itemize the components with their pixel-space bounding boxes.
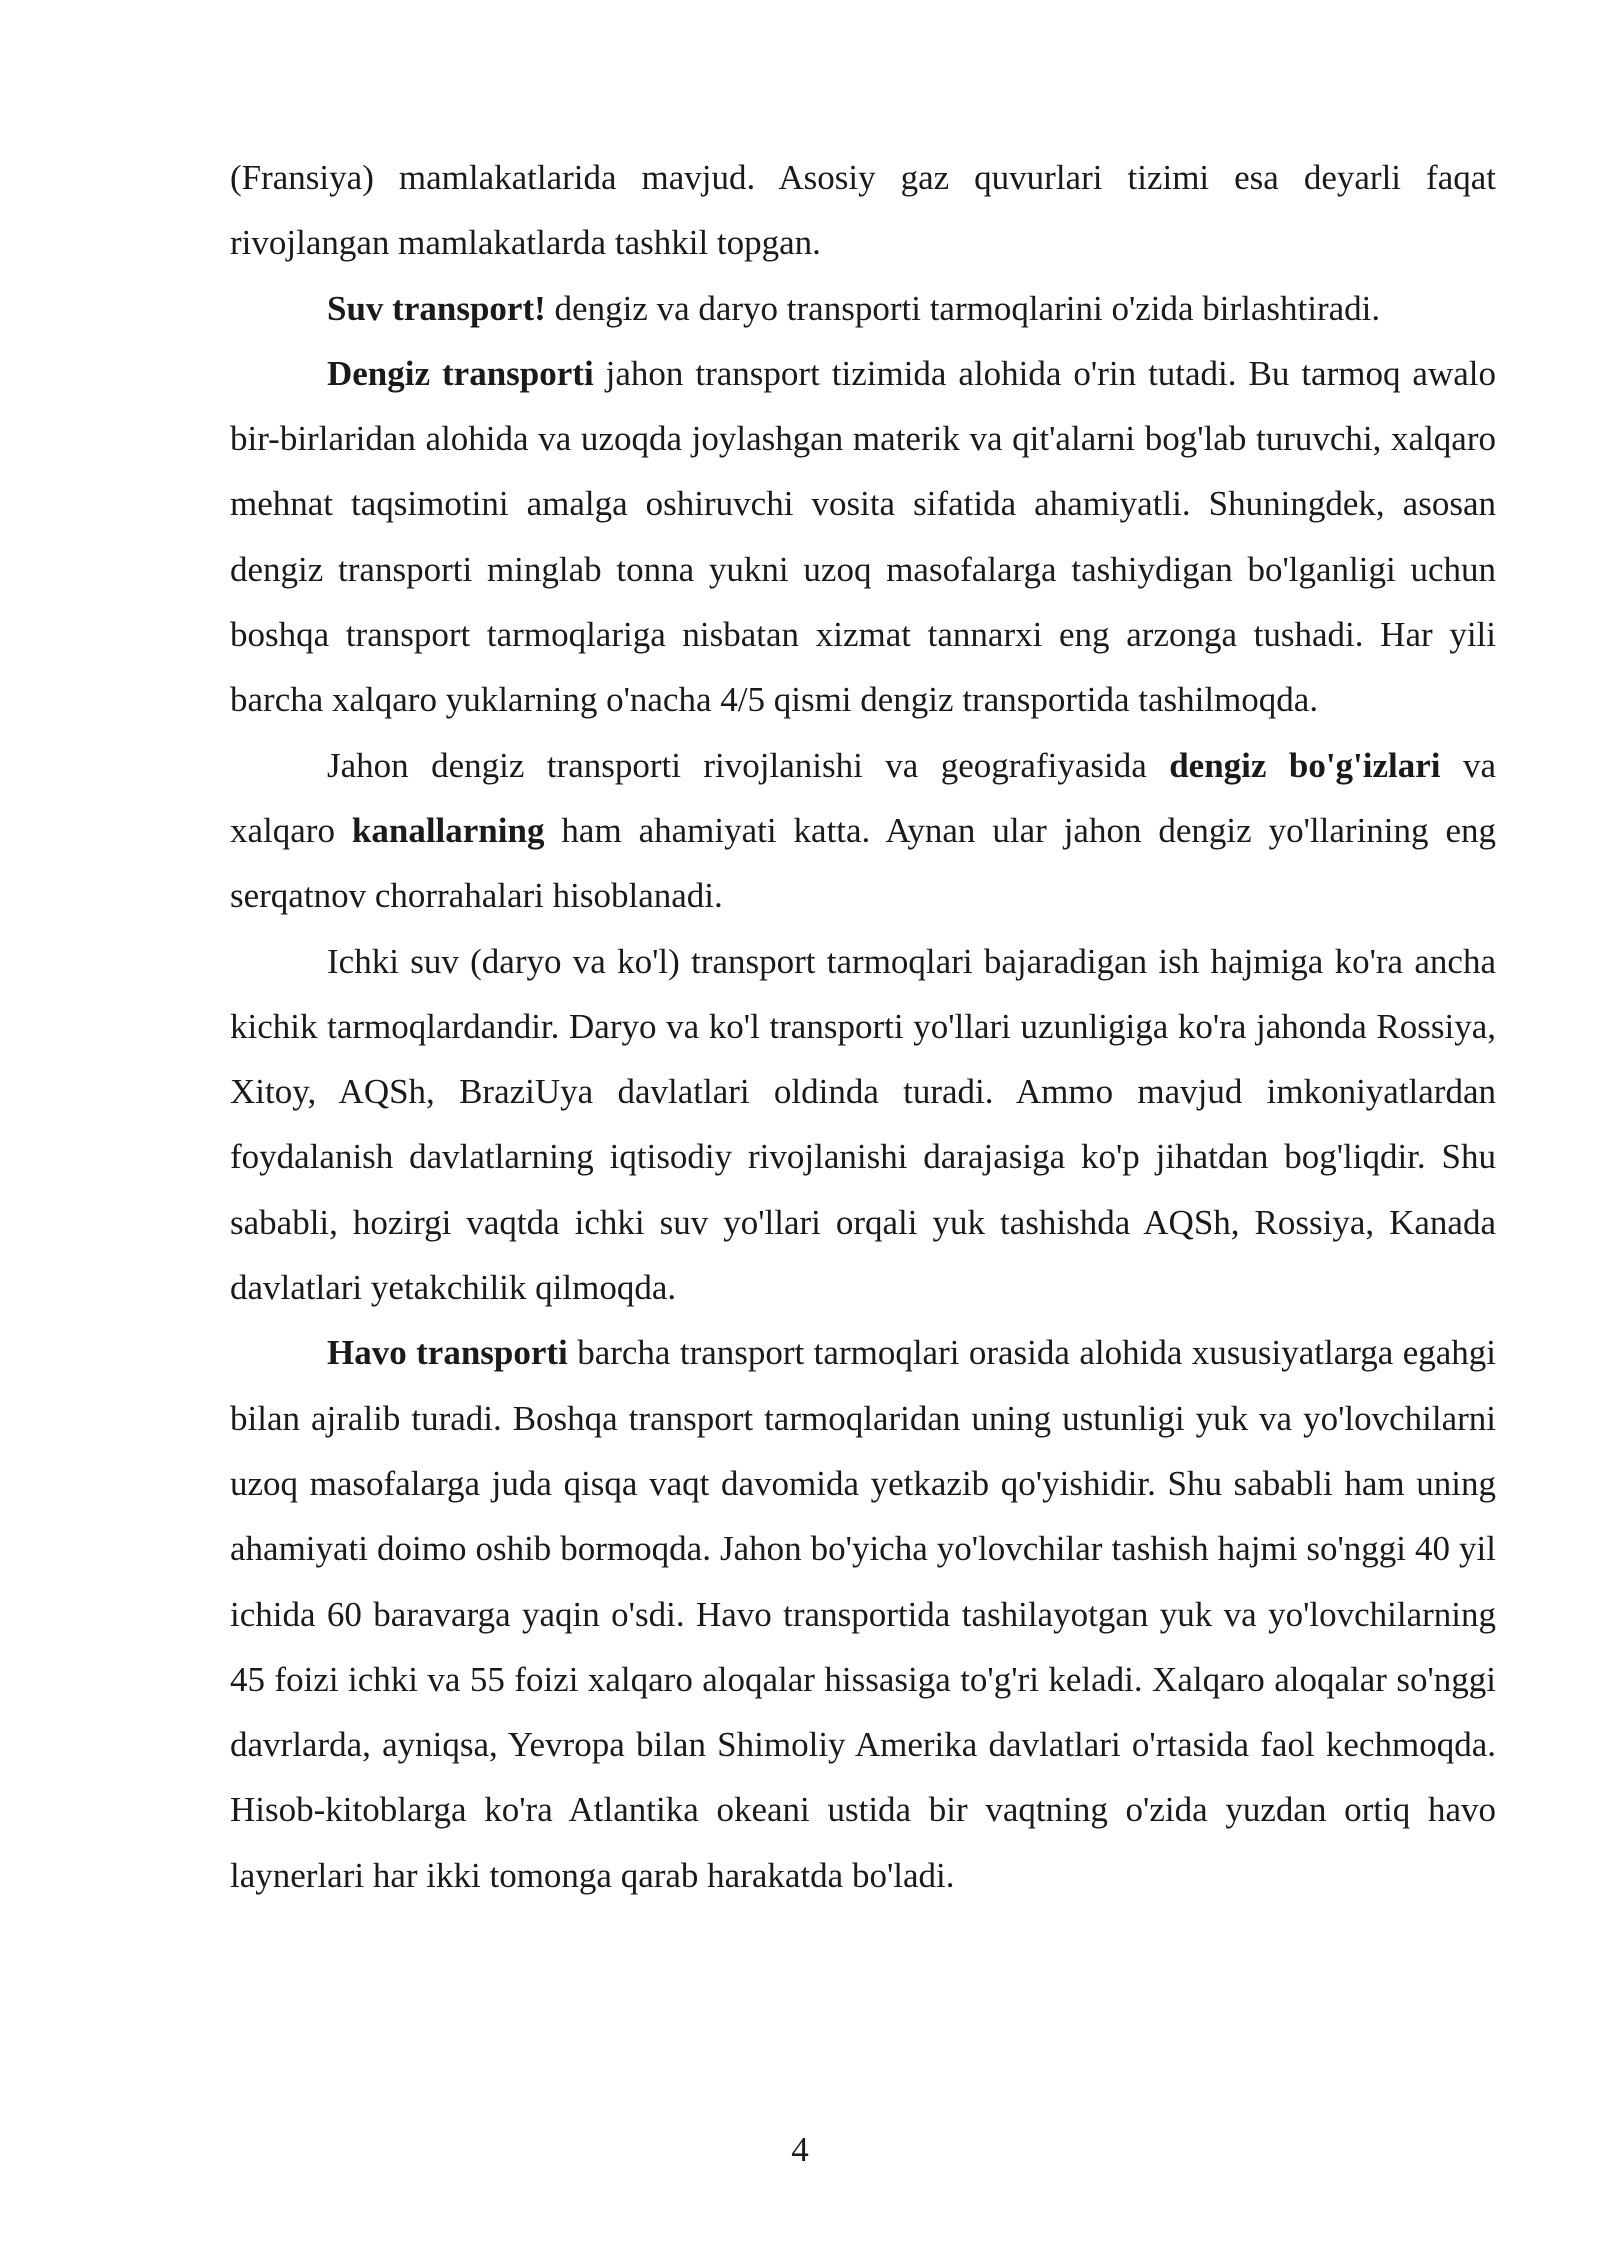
paragraph-text: jahon transport tizimida alohida o'rin tutadi. Bu tarmoq awalo bir-birlaridan alohida va uzoqda joylashgan materik va qit'alarni bog'lab turuvchi, xalqaro mehnat taqsimotini amalga oshiruvchi vosita sifatida ahamiyatli. Shuningdek, asosan dengiz transporti minglab tonna yukni uzoq masofalarga tashiydigan bo'lganligi uchun boshqa transport tarmoqlariga nisbatan xizmat tannarxi eng arzonga tushadi. Har yili barcha xalqaro yuklarning o'nacha 4/5 qismi dengiz transportida tashilmoqda. (230, 353, 1496, 720)
term-sea-transport: Dengiz transporti (327, 353, 594, 393)
term-air-transport: Havo transporti (327, 1333, 568, 1373)
paragraph-text: barcha transport tarmoqlari orasida alohida xususiyatlarga egahgi bilan ajralib turadi. Boshqa transport tarmoqlaridan uning ustunligi yuk va yo'lovchilarni uzoq masofalarga juda qisqa vaqt davomida yetkazib qo'yishidir. Shu sababli ham uning ahamiyati doimo oshib bormoqda. Jahon bo'yicha yo'lovchilar tashish hajmi so'nggi 40 yil ichida 60 baravarga yaqin o'sdi. Havo transportida tashilayotgan yuk va yo'lovchilarning 45 foizi ichki va 55 foizi xalqaro aloqalar hissasiga to'g'ri keladi. Xalqaro aloqalar so'nggi davrlarda, ayniqsa, Yevropa bilan Shimoliy Amerika davlatlari o'rtasida faol kechmoqda. Hisob-kitoblarga ko'ra Atlantika okeani ustida bir vaqtning o'zida yuzdan ortiq havo laynerlari har ikki tomonga qarab harakatda bo'ladi. (230, 1333, 1496, 1895)
paragraph-gas-pipelines (230, 145, 1496, 276)
term-canals: kanallarning (351, 810, 545, 850)
paragraph-text: (Fransiya) mamlakatlarida mavjud. Asosiy gaz quvurlari tizimi esa deyarli faqat rivojlangan mamlakatlarda tashkil topgan. (230, 158, 1496, 263)
paragraph-sea-transport (230, 341, 1496, 733)
paragraph-straits-canals (230, 733, 1496, 929)
paragraph-water-transport (230, 276, 1496, 341)
term-sea-straits: dengiz bo'g'izlari (1169, 745, 1441, 785)
term-water-transport: Suv transport! (327, 288, 546, 328)
paragraph-text: dengiz va daryo transporti tarmoqlarini o'zida birlashtiradi. (545, 288, 1381, 328)
document-body (230, 145, 1496, 1908)
paragraph-text: Ichki suv (daryo va ko'l) transport tarmoqlari bajaradigan ish hajmiga ko'ra ancha kichik tarmoqlardandir. Daryo va ko'l transporti yo'llari uzunligiga ko'ra jahonda Rossiya, Xitoy, AQSh, BraziUya davlatlari oldinda turadi. Ammo mavjud imkoniyatlardan foydalanish davlatlarning iqtisodiy rivojlanishi darajasiga ko'p jihatdan bog'liqdir. Shu sababli, hozirgi vaqtda ichki suv yo'llari orqali yuk tashishda AQSh, Rossiya, Kanada davlatlari yetakchilik qilmoqda. (230, 941, 1496, 1308)
paragraph-text: Jahon dengiz transporti rivojlanishi va geografiyasida (327, 745, 1170, 785)
page-number: 4 (791, 2130, 809, 2169)
paragraph-text: va xalqaro (230, 745, 1496, 850)
paragraph-inland-water (230, 929, 1496, 1321)
paragraph-text: ham ahamiyati katta. Aynan ular jahon dengiz yo'llarining eng serqatnov chorrahalari hisoblanadi. (230, 810, 1496, 916)
paragraph-air-transport (230, 1320, 1496, 1908)
